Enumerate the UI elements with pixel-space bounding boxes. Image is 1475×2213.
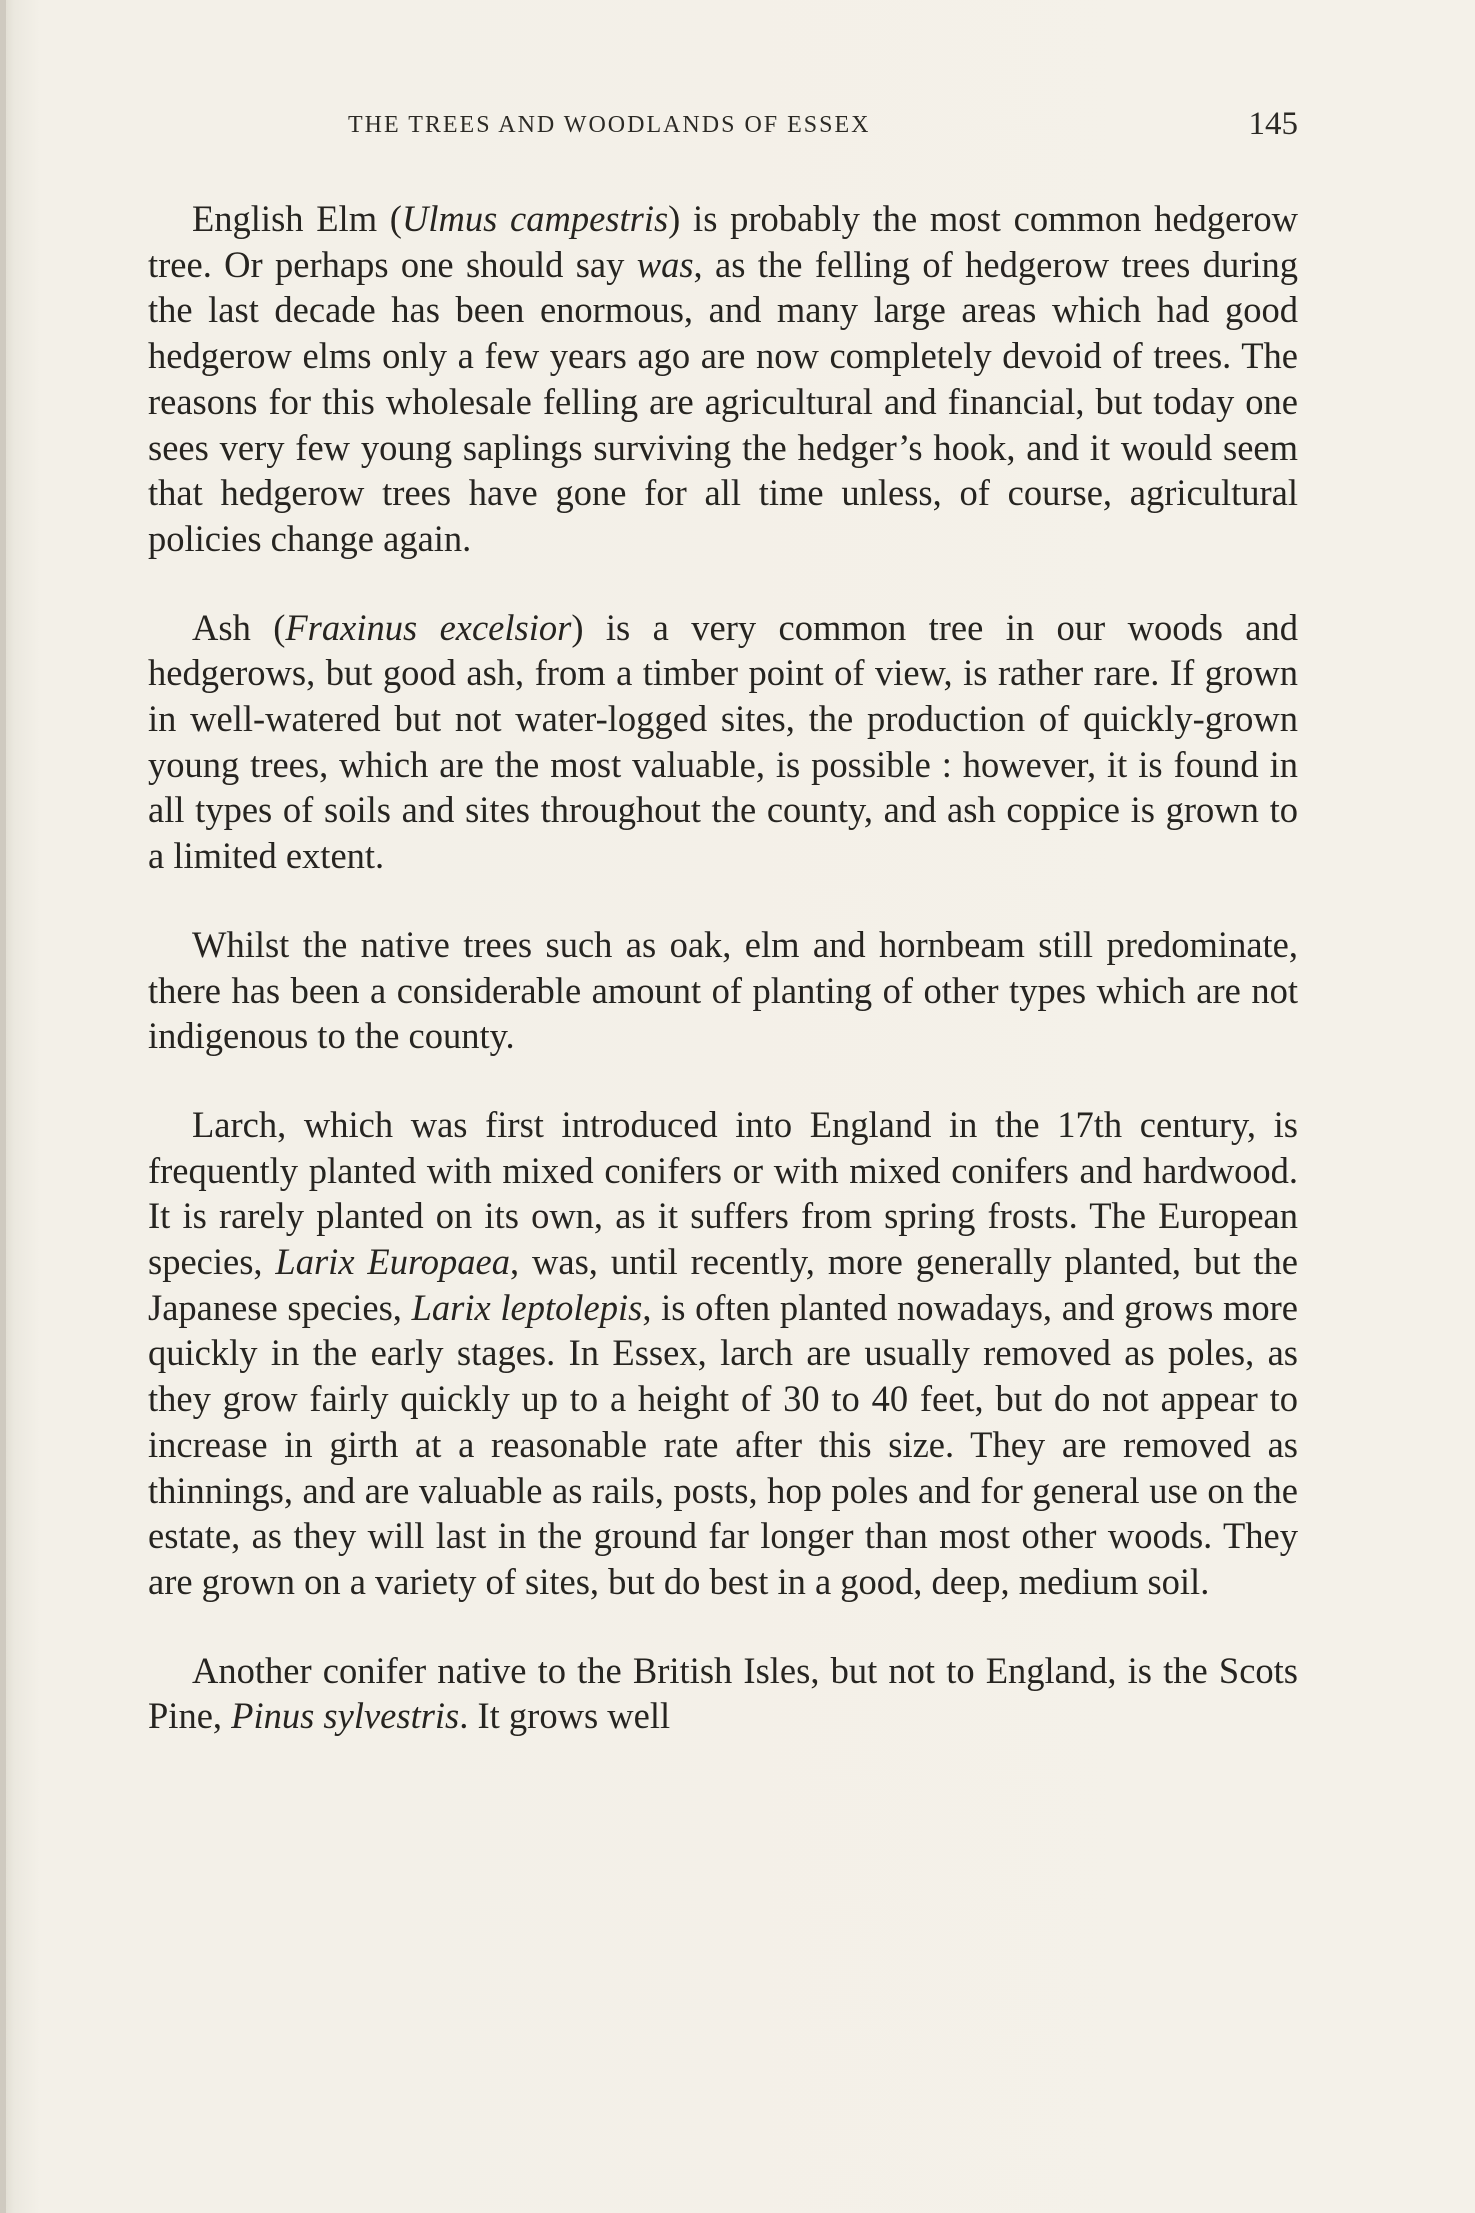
species-name: Larix leptolepis <box>411 1286 643 1328</box>
text-segment: ) is a very common tree in our woods and hedgerows, but good ash, from a timber point of view, is rather rare. If grown in well-watered but not water-logged sites, the production of quickly-grown young trees, which are the most valuable, is possible : however, it is found in all types of soils and sites throughout the county, and ash coppice is grown to a limited extent. <box>148 606 1299 877</box>
paragraph-scots-pine <box>148 1648 1298 1739</box>
emphasis-word: was <box>636 243 694 285</box>
page-binding-edge <box>0 0 6 2213</box>
text-segment: , was, until recently, more generally planted, but the Japanese species, <box>148 1241 1298 1328</box>
paragraph-native-trees <box>148 922 1298 1059</box>
text-segment: , is often planted nowadays, and grows more quickly in the early stages. In Essex, larch are usually removed as poles, as they grow fairly quickly up to a height of 30 to 40 feet, but do not appear to increase in girth at a reasonable rate after this size. They are removed as thinnings, and are valuable as rails, posts, hop poles and for general use on the estate, as they will last in the ground far longer than most other woods. They are grown on a variety of sites, but do best in a good, deep, medium soil. <box>148 1286 1298 1602</box>
text-segment: ) is probably the most common hedgerow tree. Or perhaps one should say <box>148 198 1298 285</box>
species-name: Larix Europaea <box>275 1241 511 1283</box>
species-name: Fraxinus excelsior <box>285 606 572 648</box>
text-segment: Larch, which was first introduced into England in the 17th century, is frequently planted with mixed conifers or with mixed conifers and hardwood. It is rarely planted on its own, as it suffers from spring frosts. The European species, <box>148 1103 1298 1283</box>
running-title: THE TREES AND WOODLANDS OF ESSEX <box>348 112 871 138</box>
page-number: 145 <box>1248 106 1298 142</box>
species-name: Pinus sylvestris <box>231 1695 460 1737</box>
paragraph-ash <box>148 605 1298 879</box>
text-segment: , as the felling of hedgerow trees during the last decade has been enormous, and many large areas which had good hedgerow elms only a few years ago are now completely devoid of trees. The reasons for this wholesale felling are agricultural and financial, but today one sees very few young saplings surviving the hedger’s hook, and it would seem that hedgerow trees have gone for all time unless, of course, agricultural policies change again. <box>148 243 1299 559</box>
text-segment: Whilst the native trees such as oak, elm and hornbeam still predominate, there has been a considerable amount of planting of other types which are not indigenous to the county. <box>148 923 1298 1057</box>
body-text <box>148 196 1298 1739</box>
text-segment: . It grows well <box>459 1695 671 1737</box>
text-segment: English Elm ( <box>192 198 402 239</box>
text-segment: Another conifer native to the British Isles, but not to England, is the Scots Pine, <box>148 1649 1298 1737</box>
running-header <box>148 106 1298 146</box>
species-name: Ulmus campestris <box>401 198 669 239</box>
paragraph-english-elm <box>148 196 1298 562</box>
text-segment: Ash ( <box>192 606 286 648</box>
paragraph-larch <box>148 1102 1298 1605</box>
